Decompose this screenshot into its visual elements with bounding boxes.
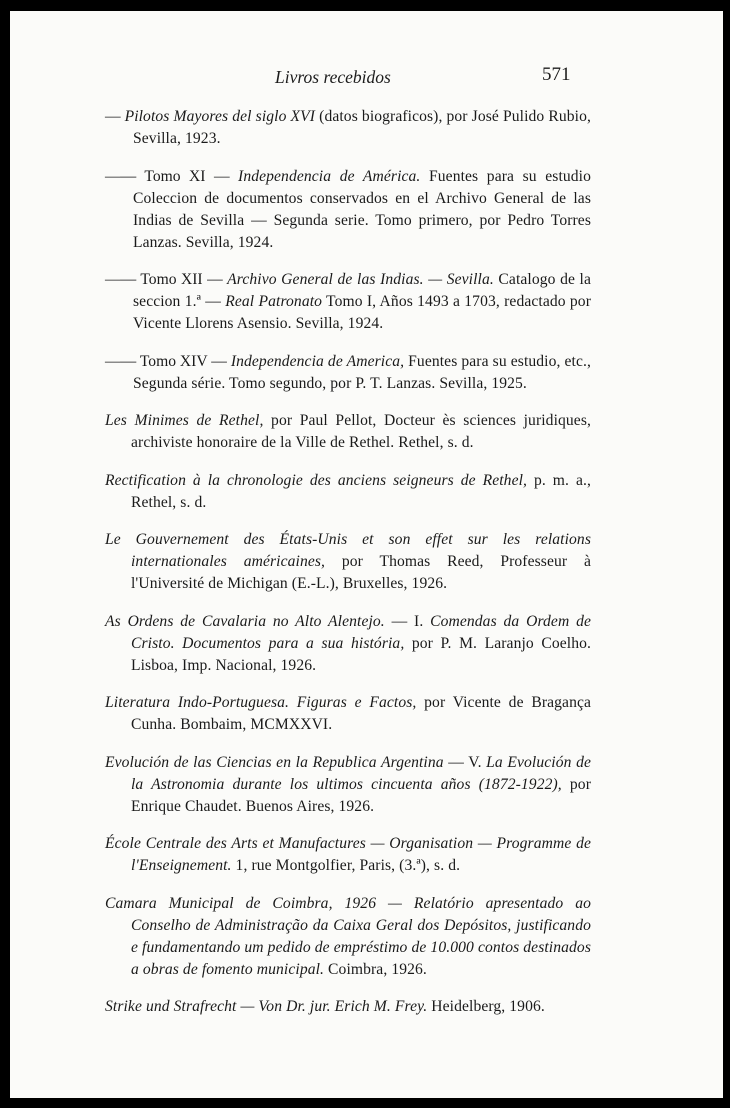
entry-title: Evolución de las Ciencias en la Republica Argentina (105, 753, 444, 771)
entry-title: Rectification à la chronologie des anciens seigneurs de Rethel, (105, 471, 528, 489)
list-item (105, 752, 591, 818)
entry-title-2: Real Patronato (225, 293, 323, 310)
list-item (105, 893, 591, 981)
entry-details: Fuentes para su estudio Coleccion de documentos conservados en el Archivo General de las Indias de Sevilla — Segunda serie. Tomo primero, por Pedro Torres Lanzas. Sevilla, 1924. (133, 167, 591, 251)
list-item (105, 269, 591, 335)
entry-prefix: — (105, 108, 125, 125)
entry-details: Coimbra, 1926. (324, 960, 427, 978)
entry-details: Fuentes para su estudio, etc., Segunda série. Tomo segundo, por P. T. Lanzas. Sevilla, 1925. (133, 352, 591, 392)
list-item (105, 166, 591, 254)
entry-details: por Paul Pellot, Docteur ès sciences juridiques, archiviste honoraire de la Ville de Rethel. Rethel, s. d. (131, 412, 591, 451)
entry-details: por P. M. Laranjo Coelho. Lisboa, Imp. Nacional, 1926. (131, 634, 591, 674)
entry-title: Archivo General de las Indias. — Sevilla. (227, 271, 494, 288)
entry-details: Heidelberg, 1906. (427, 998, 545, 1015)
entry-details: 1, rue Montgolfier, Paris, (3.ª), s. d. (231, 857, 461, 874)
list-item (105, 692, 591, 736)
entry-details: por Enrique Chaudet. Buenos Aires, 1926. (131, 775, 591, 815)
list-item (105, 351, 591, 395)
entry-middle: — V. (443, 753, 487, 771)
entry-title: Independencia de America, (230, 352, 405, 370)
entry-title: As Ordens de Cavalaria no Alto Alentejo. (105, 612, 385, 630)
entry-title: Pilotos Mayores del siglo XVI (124, 108, 316, 125)
list-item (105, 996, 591, 1018)
entry-middle: Catalogo de la seccion 1.ª — (133, 271, 591, 310)
entries-list (105, 106, 591, 1034)
entry-details: (datos biograficos), por José Pulido Rubio, Sevilla, 1923. (133, 108, 591, 147)
list-item (105, 410, 591, 454)
running-header (10, 63, 723, 93)
entry-title: Literatura Indo-Portuguesa. Figuras e Factos, (105, 694, 417, 711)
list-item (105, 529, 591, 595)
entry-prefix: —— Tomo XI — (105, 167, 239, 185)
entry-title-2: La Evolución de la Astronomia durante los ultimos cincuenta años (1872-1922), (131, 753, 591, 793)
list-item (105, 106, 591, 150)
entry-details: por Vicente de Bragança Cunha. Bombaim, MCMXXVI. (131, 694, 592, 733)
entry-title: Camara Municipal de Coimbra, 1926 — Relatório apresentado ao Conselho de Administração da Caixa Geral dos Depósitos, justificando e fundamentando um pedido de empréstimo de 10.000 contos destinados a obras de fomento municipal. (105, 894, 591, 978)
book-page (10, 11, 723, 1098)
header-title: Livros recebidos (275, 67, 391, 87)
list-item (105, 470, 591, 514)
entry-title: Les Minimes de Rethel, (105, 412, 264, 429)
list-item (105, 833, 591, 877)
page-number: 571 (542, 64, 571, 85)
entry-title-2: Comendas da Ordem de Cristo. Documentos para a sua história, (131, 612, 592, 652)
entry-title: Strike und Strafrecht — Von Dr. jur. Erich M. Frey. (105, 998, 428, 1015)
entry-title: École Centrale des Arts et Manufactures — Organisation — Programme de l'Enseignement. (105, 835, 591, 874)
list-item (105, 611, 591, 677)
entry-details: p. m. a., Rethel, s. d. (131, 471, 591, 511)
entry-details: Tomo I, Años 1493 a 1703, redactado por Vicente Llorens Asensio. Sevilla, 1924. (133, 293, 591, 332)
entry-prefix: —— Tomo XII — (105, 271, 228, 288)
entry-title: Independencia de América. (238, 167, 421, 185)
entry-middle: — I. (384, 612, 431, 630)
entry-prefix: —— Tomo XIV — (105, 352, 231, 370)
entry-details: por Thomas Reed, Professeur à l'Université de Michigan (E.-L.), Bruxelles, 1926. (131, 553, 591, 592)
entry-title: Le Gouvernement des États-Unis et son effet sur les relations internationales américaines, (105, 531, 591, 570)
